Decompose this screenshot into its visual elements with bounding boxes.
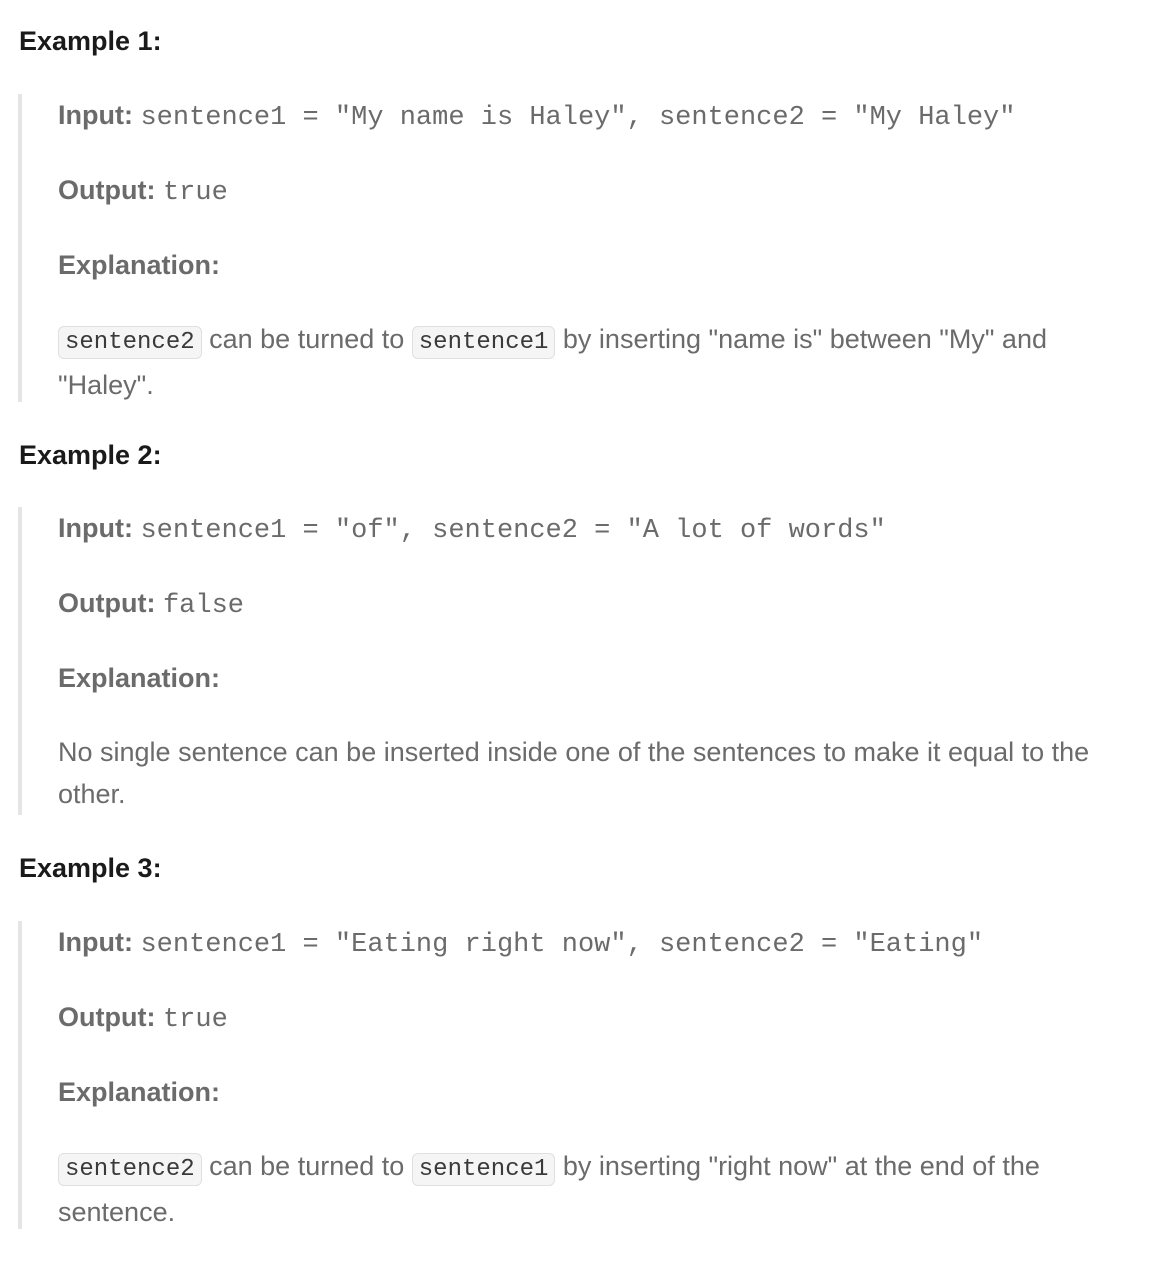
explanation-fragment: by inserting "right now" at the end of the sentence. [58,1151,1040,1227]
input-label: Input: [58,927,133,957]
input-line [58,921,983,966]
output-value: false [162,591,244,621]
explanation-label-line [58,1071,220,1113]
explanation-text [58,318,1128,406]
output-line [58,582,244,627]
input-line [58,94,1015,139]
input-line [58,507,886,552]
explanation-label-line [58,657,220,699]
input-label: Input: [58,513,133,543]
output-label: Output: [58,175,156,205]
output-value: true [162,1005,228,1035]
explanation-text: No single sentence can be inserted inside one of the sentences to make it equal to the other. [58,737,1090,809]
example-block [18,94,1142,402]
output-label: Output: [58,1002,156,1032]
output-line [58,169,228,214]
output-label: Output: [58,588,156,618]
example-block [18,921,1142,1229]
input-label: Input: [58,100,133,130]
inline-code: sentence2 [58,326,202,359]
input-value: sentence1 = "Eating right now", sentence2 = "Eating" [140,930,984,960]
explanation-label: Explanation: [58,663,221,693]
explanation-fragment: by inserting "name is" between "My" and "Haley". [58,324,1047,400]
explanation-label-line [58,244,220,286]
explanation-fragment: can be turned to [201,324,412,354]
explanation-fragment: can be turned to [201,1151,412,1181]
example-heading: Example 1: [19,26,162,56]
explanation-text [58,1145,1128,1233]
output-value: true [162,178,228,208]
input-value: sentence1 = "My name is Haley", sentence2 = "My Haley" [140,103,1016,133]
inline-code: sentence2 [58,1153,202,1186]
output-line [58,996,228,1041]
input-value: sentence1 = "of", sentence2 = "A lot of words" [140,516,886,546]
example-block [18,507,1142,815]
explanation-label: Explanation: [58,250,221,280]
explanation-label: Explanation: [58,1077,221,1107]
example-heading: Example 3: [19,853,162,883]
example-heading: Example 2: [19,440,162,470]
inline-code: sentence1 [412,326,556,359]
inline-code: sentence1 [412,1153,556,1186]
